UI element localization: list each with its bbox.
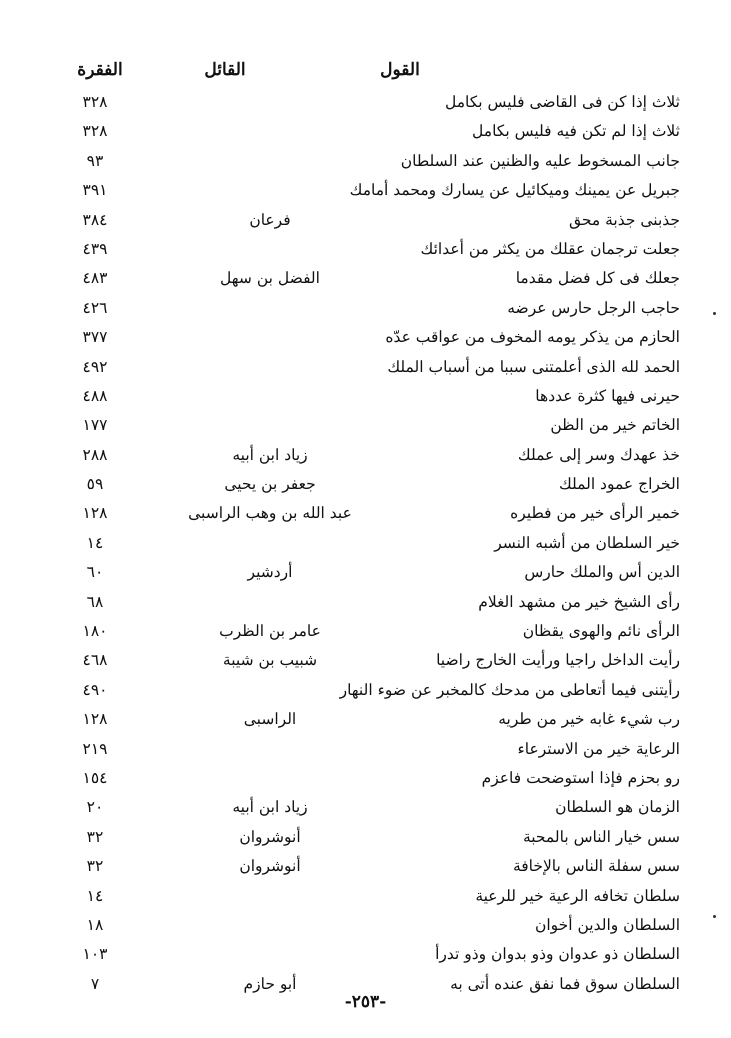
paragraph-number: ٤٣٩: [82, 239, 108, 258]
table-row: [60, 766, 680, 795]
paragraph-number: ١٤: [86, 533, 104, 552]
table-row: [60, 678, 680, 707]
table-row: [60, 443, 680, 472]
saying-text: ثلاث إذا كن فى القاضى فليس بكامل: [444, 93, 680, 111]
saying-text: رب شيء غابه خير من طريه: [498, 710, 680, 729]
saying-text: الحازم من يذكر يومه المخوف من عواقب عدّه: [385, 328, 680, 347]
saying-text: رأيت الداخل راجيا ورأيت الخارج راضيا: [436, 651, 680, 670]
paragraph-number: ٣٧٧: [82, 328, 108, 347]
page-number: -٢٥٣-: [344, 992, 387, 1012]
speaker-text: زياد ابن أبيه: [232, 798, 308, 817]
saying-text: رأيتنى فيما أتعاطى من مدحك كالمخبر عن ضوء النهار: [339, 680, 680, 699]
saying-text: الرعاية خير من الاسترعاء: [517, 739, 680, 758]
paragraph-number: ١٥٤: [82, 768, 108, 787]
table-row: [60, 413, 680, 442]
header-saying: القول: [380, 60, 420, 80]
table-row: [60, 560, 680, 589]
table-row: [60, 884, 680, 913]
table-row: [60, 384, 680, 413]
index-table: [60, 90, 680, 1001]
paragraph-number: ٤٨٣: [82, 269, 108, 288]
paragraph-number: ٧: [90, 974, 100, 993]
table-row: [60, 325, 680, 354]
table-row: [60, 237, 680, 266]
saying-text: السلطان ذو عدوان وذو بدوان وذو تدرأ: [435, 945, 680, 964]
table-row: [60, 501, 680, 530]
header-paragraph: الفقرة: [77, 60, 123, 80]
speaker-text: أنوشروان: [239, 827, 301, 846]
paragraph-number: ٣٢: [86, 857, 104, 876]
paragraph-number: ١٨: [86, 915, 104, 934]
table-row: [60, 119, 680, 148]
paragraph-number: ١٠٣: [82, 945, 108, 964]
table-row: [60, 619, 680, 648]
speaker-text: أنوشروان: [239, 857, 301, 876]
saying-text: خير السلطان من أشبه النسر: [494, 533, 680, 552]
table-row: [60, 737, 680, 766]
paragraph-number: ٥٩: [86, 475, 104, 494]
saying-text: جعلت ترجمان عقلك من يكثر من أعدائك: [420, 239, 680, 258]
paragraph-number: ٣٢٨: [82, 122, 108, 141]
table-row: [60, 825, 680, 854]
paragraph-number: ١٨٠: [82, 622, 108, 641]
saying-text: الخراج عمود الملك: [558, 475, 680, 494]
saying-text: جبريل عن يمينك وميكائيل عن يسارك ومحمد أمامك: [349, 181, 680, 200]
table-row: [60, 854, 680, 883]
saying-text: السلطان سوق فما نفق عنده أتى به: [450, 974, 680, 993]
paragraph-number: ١٢٨: [82, 710, 108, 729]
table-row: [60, 531, 680, 560]
table-row: [60, 178, 680, 207]
table-row: [60, 355, 680, 384]
table-row: [60, 296, 680, 325]
paragraph-number: ٩٣: [86, 151, 104, 170]
paragraph-number: ١٤: [86, 886, 104, 905]
table-row: [60, 472, 680, 501]
paragraph-number: ٤٨٨: [82, 386, 108, 405]
speaker-text: الراسبى: [243, 710, 297, 729]
header-speaker: القائل: [204, 60, 246, 80]
saying-text: سلطان تخافه الرعية خير للرعية: [475, 886, 680, 905]
table-header: [60, 60, 660, 88]
saying-text: الزمان هو السلطان: [555, 798, 680, 817]
paragraph-number: ٣٢: [86, 827, 104, 846]
speaker-text: الفضل بن سهل: [220, 269, 320, 288]
saying-text: الرأى نائم والهوى يقظان: [522, 622, 680, 641]
scan-speck: [713, 312, 716, 315]
saying-text: حيرنى فيها كثرة عددها: [535, 386, 680, 405]
saying-text: رو بحزم فإذا استوضحت فاعزم: [481, 768, 680, 787]
paragraph-number: ٢٨٨: [82, 445, 108, 464]
scan-speck: [713, 915, 716, 918]
table-row: [60, 90, 680, 119]
speaker-text: جعفر بن يحيى: [224, 475, 316, 494]
saying-text: الدين أس والملك حارس: [524, 563, 680, 582]
table-row: [60, 913, 680, 942]
saying-text: رأى الشيخ خير من مشهد الغلام: [478, 592, 680, 611]
paragraph-number: ٦٨: [86, 592, 104, 611]
speaker-text: عامر بن الظرب: [219, 622, 321, 641]
table-row: [60, 942, 680, 971]
paragraph-number: ٤٢٦: [82, 298, 108, 317]
paragraph-number: ١٢٨: [82, 504, 108, 523]
saying-text: الحمد لله الذى أعلمتنى سببا من أسباب الملك: [387, 357, 680, 376]
table-row: [60, 795, 680, 824]
paragraph-number: ٦٠: [86, 563, 104, 582]
saying-text: خمير الرأى خير من فطيره: [510, 504, 680, 523]
saying-text: جعلك فى كل فضل مقدما: [515, 269, 680, 288]
saying-text: جانب المسخوط عليه والظنين عند السلطان: [400, 151, 680, 170]
table-row: [60, 149, 680, 178]
table-row: [60, 707, 680, 736]
speaker-text: فرعان: [249, 210, 291, 229]
table-row: [60, 266, 680, 295]
saying-text: خذ عهدك وسر إلى عملك: [517, 445, 680, 464]
paragraph-number: ١٧٧: [82, 416, 108, 435]
table-row: [60, 648, 680, 677]
speaker-text: أبو حازم: [243, 974, 297, 993]
saying-text: السلطان والدين أخوان: [534, 915, 680, 934]
paragraph-number: ٤٩٠: [82, 680, 108, 699]
paragraph-number: ٣٢٨: [82, 93, 108, 111]
paragraph-number: ٤٩٢: [82, 357, 108, 376]
paragraph-number: ٣٨٤: [82, 210, 108, 229]
saying-text: سس سفلة الناس بالإخافة: [512, 857, 680, 876]
speaker-text: أردشير: [247, 563, 293, 582]
saying-text: الخاتم خير من الظن: [550, 416, 680, 435]
paragraph-number: ٤٦٨: [82, 651, 108, 670]
table-row: [60, 208, 680, 237]
paragraph-number: ٢٠: [86, 798, 104, 817]
table-row: [60, 590, 680, 619]
speaker-text: شبيب بن شيبة: [222, 651, 318, 670]
paragraph-number: ٢١٩: [82, 739, 108, 758]
saying-text: جذبنى جذبة محق: [568, 210, 680, 229]
saying-text: حاجب الرجل حارس عرضه: [507, 298, 680, 317]
saying-text: ثلاث إذا لم تكن فيه فليس بكامل: [472, 122, 680, 141]
paragraph-number: ٣٩١: [82, 181, 108, 200]
speaker-text: عبد الله بن وهب الراسبى: [188, 504, 352, 523]
speaker-text: زياد ابن أبيه: [232, 445, 308, 464]
saying-text: سس خيار الناس بالمحبة: [522, 827, 680, 846]
